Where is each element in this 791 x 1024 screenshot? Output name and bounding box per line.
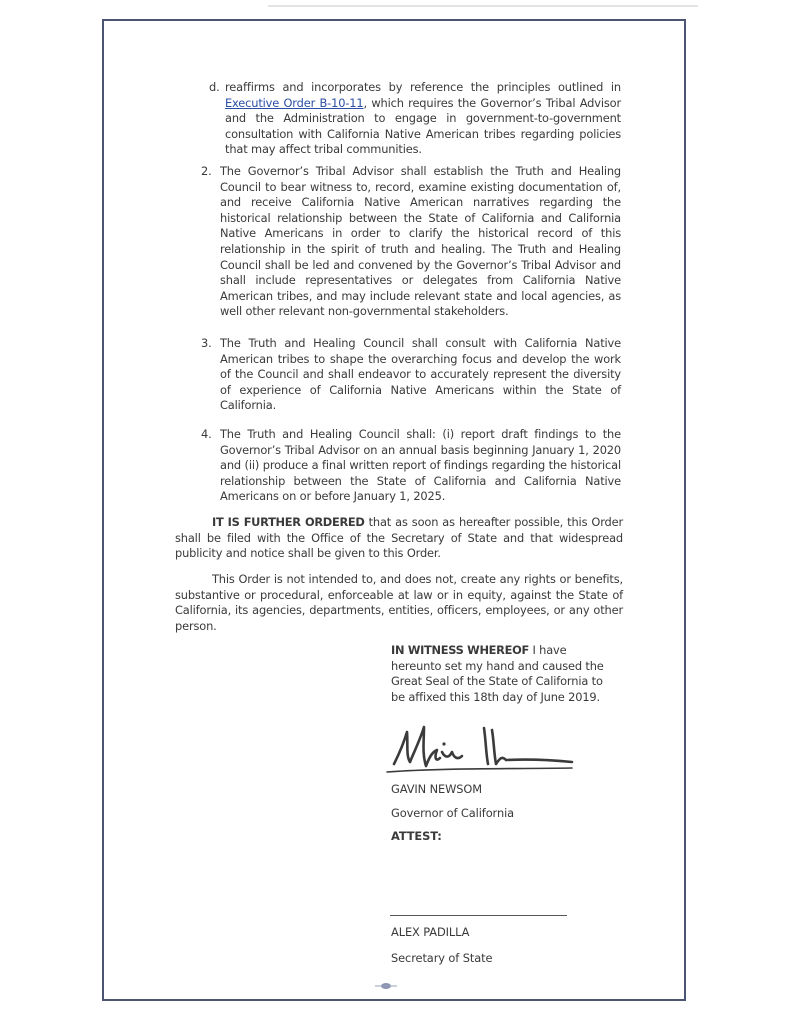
governor-title: Governor of California [391,806,515,820]
governor-signature [382,722,582,777]
item-text: , which requires the Governor’s Tribal Advisor and the Administration to engage in government-to-government consultation with California Native American tribes regarding policies that may affect tribal communities. [225,95,621,157]
attest-label: ATTEST: [391,829,442,843]
witness-clause [391,643,616,705]
page-edge-shadow [268,5,698,7]
signature-stroke [442,752,462,758]
item-text: The Truth and Healing Council shall: (i) report draft findings to the Governor’s Tribal Advisor on an annual basis beginning January 1, 2020 and (ii) produce a final written report of findings regarding the historical relationship between the State of California and California Native Americans on or before January 1, 2025. [220,427,621,504]
signature-stroke [506,760,572,762]
witness-heading: IN WITNESS WHEREOF [391,643,529,657]
notice-paragraph [175,572,623,634]
executive-order-link[interactable]: Executive Order B-10-11 [225,95,364,110]
item-text: The Governor’s Tribal Advisor shall establish the Truth and Healing Council to bear witness to, record, examine existing documentation of, and receive California Native American narratives regarding the historical relationship between the State of California and California Native Americans in order to clarify the historical record of this relationship in the spirit of truth and healing. The Truth and Healing Council shall be led and convened by the Governor’s Tribal Advisor and shall include representatives or delegates from California Native American tribes, and may include relevant state and local agencies, as well other relevant non-governmental stakeholders. [220,164,621,319]
item-text: reaffirms and incorporates by reference the principles outlined in [225,80,621,94]
list-item-2 [201,164,621,320]
signature-stroke [394,727,440,766]
witness-text: I have hereunto set my hand and caused the Great Seal of the State of California to be affixed this 18th day of June 2019. [391,643,604,704]
list-marker: d. [209,80,220,94]
signature-dot [442,742,445,745]
secretary-name: ALEX PADILLA [391,925,470,939]
governor-name: GAVIN NEWSOM [391,782,482,796]
further-ordered-heading: IT IS FURTHER ORDERED [212,515,365,529]
list-marker: 4. [201,427,212,441]
signature-stroke [484,728,506,764]
list-marker: 2. [201,164,212,178]
item-text: The Truth and Healing Council shall consult with California Native American tribes to shape the overarching focus and develop the work of the Council and shall endeavor to accurately represent the diversity of experience of California Native Americans within the State of California. [220,336,621,413]
secretary-signature-line [390,915,567,916]
secretary-title: Secretary of State [391,951,493,965]
union-bug-icon [375,982,397,990]
list-marker: 3. [201,336,212,350]
signature-stroke [387,768,572,772]
paragraph-text: that as soon as hereafter possible, this Order shall be filed with the Office of the Secretary of State and that widespread publicity and notice shall be given to this Order. [175,515,624,561]
list-item-d [209,80,621,158]
list-item-3 [201,336,621,414]
paragraph-text: This Order is not intended to, and does not, create any rights or benefits, substantive or procedural, enforceable at law or in equity, against the State of California, its agencies, departments, entities, officers, employees, or any other person. [175,572,623,633]
further-ordered-paragraph [175,515,623,562]
list-item-4 [201,427,621,505]
